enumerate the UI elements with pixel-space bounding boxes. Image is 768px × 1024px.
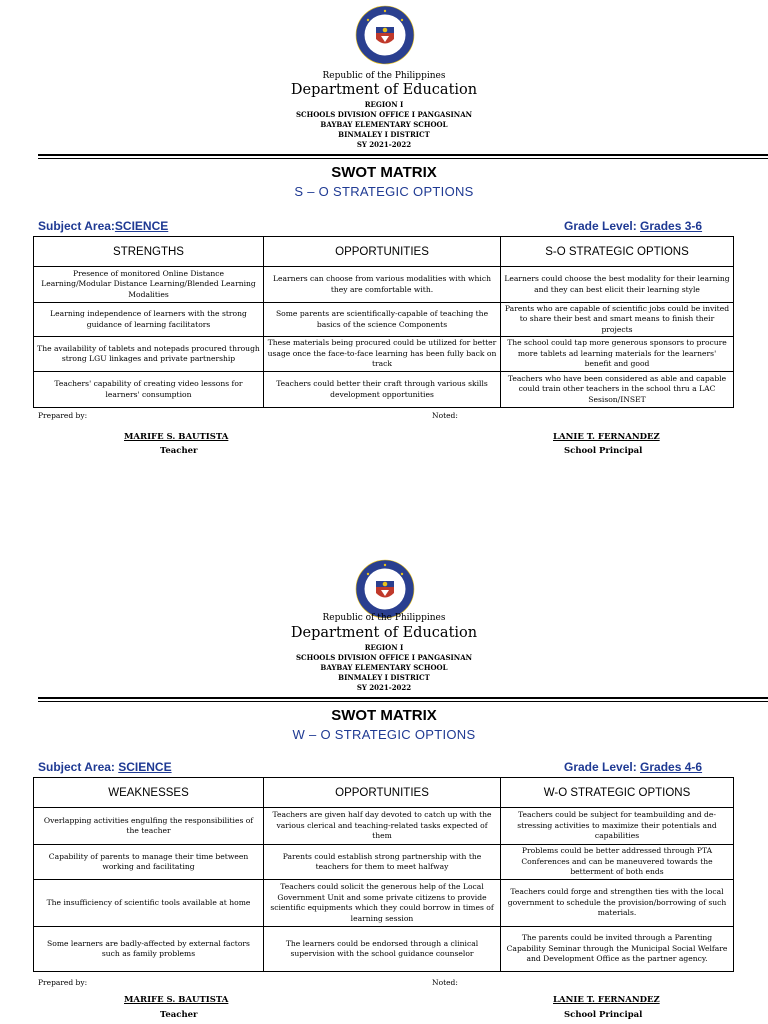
department-name: Department of Education <box>290 82 478 98</box>
column-header: STRENGTHS <box>34 237 264 267</box>
column-header: OPPORTUNITIES <box>264 237 501 267</box>
grade-level <box>564 760 702 774</box>
table-cell: Some learners are badly-affected by external factors such as family problems <box>34 927 264 972</box>
grade-value: Grades 3-6 <box>640 219 703 233</box>
republic-line: Republic of the Philippines <box>322 613 446 623</box>
matrix-subtitle: S – O STRATEGIC OPTIONS <box>294 184 474 199</box>
matrix-title: SWOT MATRIX <box>331 707 437 724</box>
grade-level <box>564 219 702 233</box>
table-header-row <box>34 237 734 267</box>
subject-area <box>38 760 172 774</box>
noted-label: Noted: <box>432 978 458 987</box>
table-cell: Teachers could be subject for teambuilding and de-stressing activities to maximize their potentials and capabilities <box>501 808 734 845</box>
table-row <box>34 845 734 880</box>
column-header: W-O STRATEGIC OPTIONS <box>501 778 734 808</box>
noter-name: LANIE T. FERNANDEZ <box>553 432 660 442</box>
district-line: BINMALEY I DISTRICT <box>338 130 430 139</box>
school-year-line: SY 2021-2022 <box>356 683 412 692</box>
region-line: REGION I <box>364 100 404 109</box>
column-header: OPPORTUNITIES <box>264 778 501 808</box>
table-row <box>34 808 734 845</box>
subject-value: SCIENCE <box>118 760 172 774</box>
subject-label: Subject Area: <box>38 760 119 774</box>
table-header-row <box>34 778 734 808</box>
table-cell: Teachers could solicit the generous help of the Local Government Unit and some private citizens to provide scientific equipments which they could borrow in times of learning session <box>264 880 501 927</box>
table-row <box>34 927 734 972</box>
table-cell: Learning independence of learners with the strong guidance of learning facilitators <box>34 303 264 337</box>
table-cell: Teachers could forge and strengthen ties with the local government to schedule the provision/borrowing of such materials. <box>501 880 734 927</box>
table-cell: The insufficiency of scientific tools available at home <box>34 880 264 927</box>
table-cell: Some parents are scientifically-capable of teaching the basics of the science Components <box>264 303 501 337</box>
table-cell: Teachers are given half day devoted to catch up with the various clerical and teaching-related tasks expected of them <box>264 808 501 845</box>
subject-area <box>38 219 168 233</box>
table-row <box>34 267 734 303</box>
table-cell: The availability of tablets and notepads procured through strong LGU linkages and private partnership <box>34 337 264 372</box>
preparer-role: Teacher <box>160 1010 198 1020</box>
division-line: SCHOOLS DIVISION OFFICE I PANGASINAN <box>295 110 473 119</box>
preparer-name: MARIFE S. BAUTISTA <box>124 995 229 1005</box>
table-cell: The school could tap more generous sponsors to procure more tablets ad learning materials for the learners' benefit and good <box>501 337 734 372</box>
table-cell: Learners could choose the best modality for their learning and they can best elicit their learning style <box>501 267 734 303</box>
header-divider <box>38 697 768 702</box>
school-line: BAYBAY ELEMENTARY SCHOOL <box>320 120 448 129</box>
table-row <box>34 372 734 408</box>
matrix-title: SWOT MATRIX <box>331 164 437 181</box>
column-header: S-O STRATEGIC OPTIONS <box>501 237 734 267</box>
table-cell: Teachers who have been considered as able and capable could train other teachers in the school thru a LAC Sesison/INSET <box>501 372 734 408</box>
swot-table <box>33 236 734 408</box>
table-cell: Parents who are capable of scientific jobs could be invited to share their best and smart means to finish their projects <box>501 303 734 337</box>
school-year-line: SY 2021-2022 <box>356 140 412 149</box>
table-cell: Problems could be better addressed through PTA Conferences and can be maneuvered towards the betterment of both ends <box>501 845 734 880</box>
table-row <box>34 880 734 927</box>
table-row <box>34 337 734 372</box>
table-cell: Learners can choose from various modalities with which they are comfortable with. <box>264 267 501 303</box>
noted-label: Noted: <box>432 411 458 420</box>
table-cell: The parents could be invited through a Parenting Capability Seminar through the Municipal Social Welfare and Development Office as the partner agency. <box>501 927 734 972</box>
table-cell: Teachers' capability of creating video lessons for learners' consumption <box>34 372 264 408</box>
table-cell: Presence of monitored Online Distance Learning/Modular Distance Learning/Blended Learning Modalities <box>34 267 264 303</box>
table-cell: Teachers could better their craft through various skills development opportunities <box>264 372 501 408</box>
grade-value: Grades 4-6 <box>640 760 703 774</box>
deped-seal-icon <box>355 5 415 65</box>
republic-line: Republic of the Philippines <box>322 71 446 81</box>
department-name: Department of Education <box>290 625 478 641</box>
table-cell: Overlapping activities engulfing the responsibilities of the teacher <box>34 808 264 845</box>
district-line: BINMALEY I DISTRICT <box>338 673 430 682</box>
prepared-by-label: Prepared by: <box>38 411 88 420</box>
subject-label: Subject Area: <box>38 219 115 233</box>
prepared-by-label: Prepared by: <box>38 978 88 987</box>
noter-role: School Principal <box>564 446 643 456</box>
school-line: BAYBAY ELEMENTARY SCHOOL <box>320 663 448 672</box>
grade-label: Grade Level: <box>564 219 641 233</box>
region-line: REGION I <box>364 643 404 652</box>
grade-label: Grade Level: <box>564 760 641 774</box>
preparer-role: Teacher <box>160 446 198 456</box>
column-header: WEAKNESSES <box>34 778 264 808</box>
deped-seal-icon <box>355 559 415 619</box>
table-cell: These materials being procured could be utilized for better usage once the face-to-face learning has been fully back on track <box>264 337 501 372</box>
header-divider <box>38 154 768 159</box>
matrix-subtitle: W – O STRATEGIC OPTIONS <box>292 727 476 742</box>
division-line: SCHOOLS DIVISION OFFICE I PANGASINAN <box>295 653 473 662</box>
table-cell: The learners could be endorsed through a clinical supervision with the school guidance counselor <box>264 927 501 972</box>
noter-role: School Principal <box>564 1010 643 1020</box>
table-cell: Parents could establish strong partnership with the teachers for them to meet halfway <box>264 845 501 880</box>
subject-value: SCIENCE <box>114 219 169 233</box>
swot-table <box>33 777 734 972</box>
table-cell: Capability of parents to manage their time between working and facilitating <box>34 845 264 880</box>
noter-name: LANIE T. FERNANDEZ <box>553 995 660 1005</box>
table-row <box>34 303 734 337</box>
preparer-name: MARIFE S. BAUTISTA <box>124 432 229 442</box>
